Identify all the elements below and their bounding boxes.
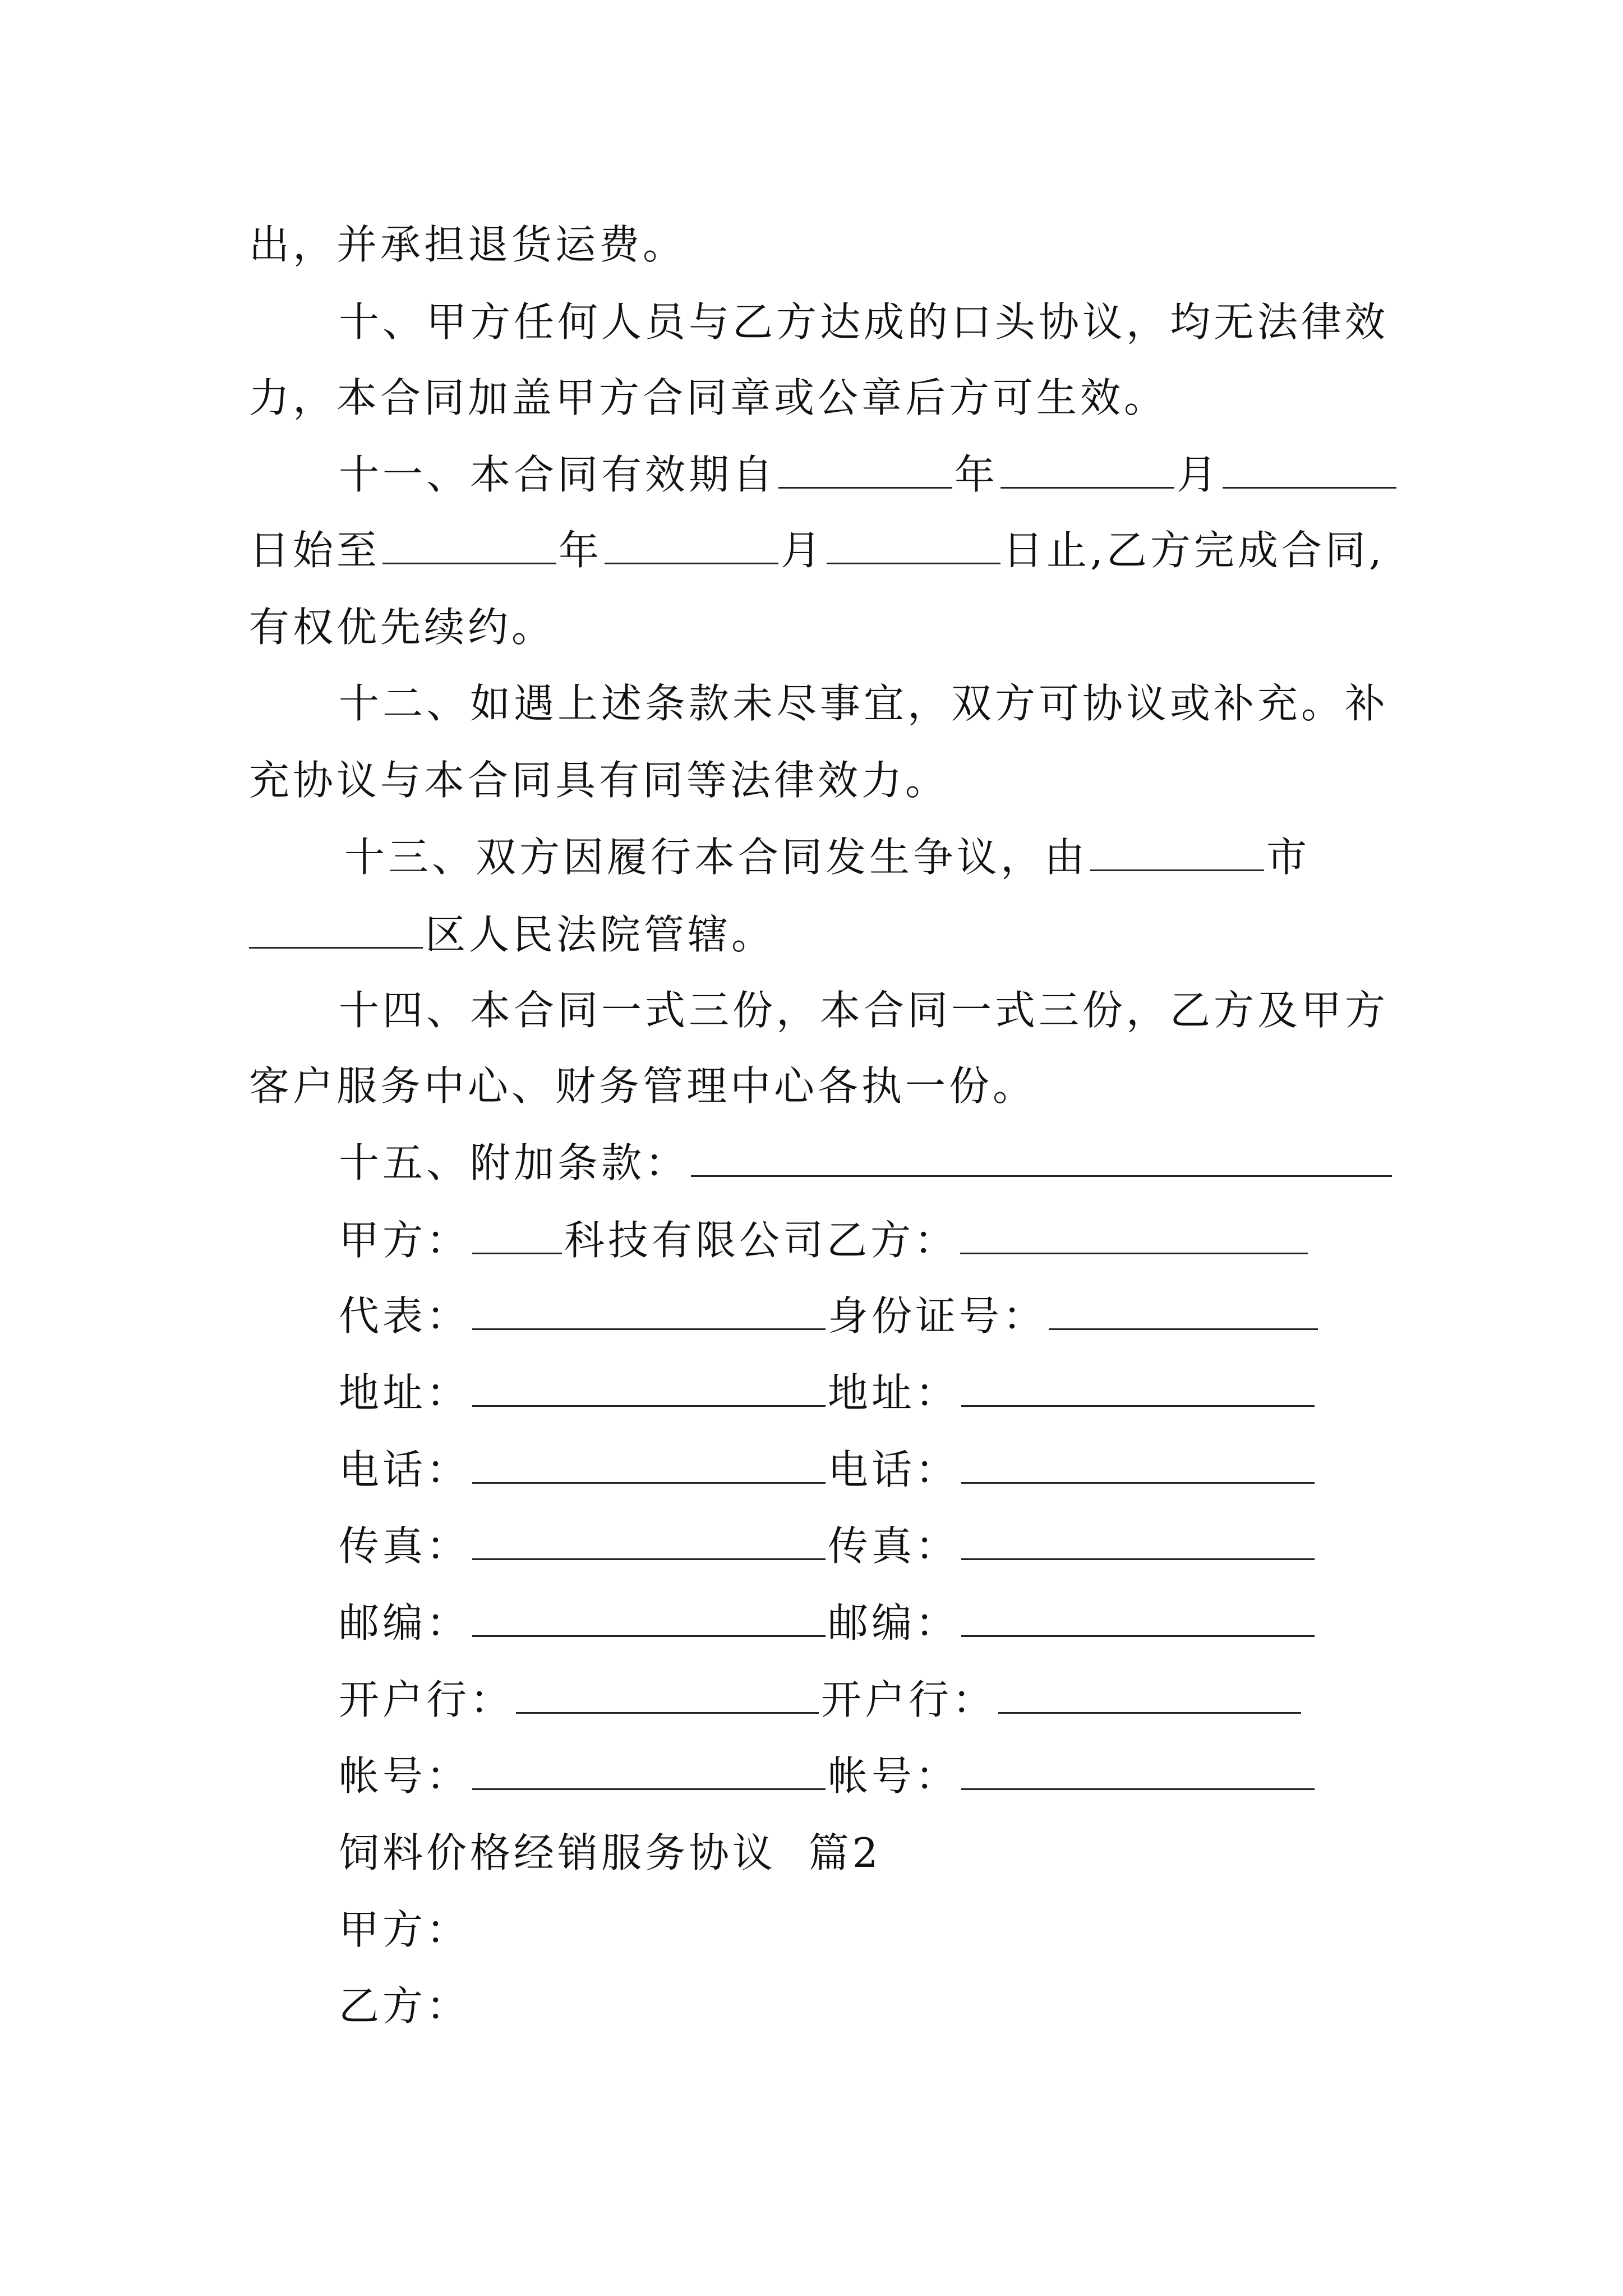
text: 十五、附加条款： (339, 1139, 689, 1186)
paragraph-line (339, 451, 1399, 498)
blank-field (961, 1756, 1315, 1790)
text: 乙方： (339, 1982, 471, 2030)
text: 十一、本合同有效期自 (339, 451, 777, 498)
zip-label: 邮编： (339, 1599, 471, 1646)
text: 客户服务中心、财务管理中心各执一份。 (249, 1062, 1037, 1110)
text: 十三、双方因履行本合同发生争议，由 (344, 834, 1089, 881)
text: 市 (1266, 834, 1311, 881)
text: 有权优先续约。 (249, 604, 556, 651)
text: 月 (781, 527, 825, 574)
signature-row (339, 1599, 1317, 1646)
account-label-b: 帐号： (828, 1752, 960, 1800)
signature-row (339, 1522, 1317, 1570)
blank-field (249, 914, 423, 949)
paragraph-line (339, 298, 1389, 346)
paragraph-line (339, 680, 1389, 727)
blank-field (472, 1220, 562, 1254)
addr-label: 地址： (339, 1369, 471, 1416)
paragraph-line (339, 1139, 1394, 1186)
paragraph-line (249, 1062, 1037, 1110)
next-doc-party-a (339, 1906, 471, 1953)
blank-field (961, 1373, 1315, 1407)
bank-label-b: 开户行： (821, 1676, 997, 1723)
next-doc-title (339, 1829, 882, 1876)
paragraph-line (249, 911, 776, 958)
party-a-label: 甲方： (339, 1217, 471, 1264)
blank-field (516, 1680, 819, 1714)
fax-label-b: 传真： (828, 1522, 960, 1570)
text: 甲方： (339, 1906, 471, 1953)
paragraph-line (249, 221, 687, 268)
paragraph-line (249, 604, 556, 651)
blank-field (472, 1296, 826, 1330)
text: 十、甲方任何人员与乙方达成的口头协议，均无法律效 (339, 298, 1389, 346)
blank-field (472, 1450, 826, 1484)
signature-row (339, 1752, 1317, 1800)
paragraph-line (249, 527, 1385, 574)
text: 饲料价格经销服务协议 篇2 (339, 1829, 882, 1876)
blank-field (691, 1143, 1392, 1177)
account-label: 帐号： (339, 1752, 471, 1800)
zip-label-b: 邮编： (828, 1599, 960, 1646)
blank-field (1090, 837, 1264, 871)
tel-label: 电话： (339, 1446, 471, 1493)
text: 日止,乙方完成合同, (1003, 527, 1385, 574)
party-b-label: 乙方： (827, 1217, 958, 1264)
text: 力，本合同加盖甲方合同章或公章后方可生效。 (249, 374, 1168, 421)
text: 月 (1177, 451, 1221, 498)
signature-row (339, 1369, 1317, 1416)
tel-label-b: 电话： (828, 1446, 960, 1493)
rep-label: 代表： (339, 1292, 471, 1340)
signature-row (339, 1217, 1310, 1264)
blank-field (778, 454, 952, 489)
blank-field (961, 1450, 1315, 1484)
bank-label: 开户行： (339, 1676, 514, 1723)
signature-row (339, 1676, 1303, 1723)
blank-field (472, 1756, 826, 1790)
blank-field (472, 1603, 826, 1637)
text: 日始至 (249, 527, 381, 574)
text: 十四、本合同一式三份，本合同一式三份，乙方及甲方 (339, 987, 1389, 1034)
addr-label-b: 地址： (828, 1369, 960, 1416)
blank-field (1000, 454, 1174, 489)
fax-label: 传真： (339, 1522, 471, 1570)
blank-field (827, 530, 1000, 564)
paragraph-line (249, 757, 949, 804)
paragraph-line (249, 374, 1168, 421)
text: 出，并承担退货运费。 (249, 221, 687, 268)
party-a-company: 科技有限公司 (564, 1217, 827, 1264)
blank-field (998, 1680, 1301, 1714)
blank-field (960, 1220, 1308, 1254)
blank-field (961, 1603, 1315, 1637)
blank-field (1223, 454, 1396, 489)
paragraph-line (339, 987, 1389, 1034)
blank-field (472, 1526, 826, 1560)
next-doc-party-b (339, 1982, 471, 2030)
text: 充协议与本合同具有同等法律效力。 (249, 757, 949, 804)
text: 十二、如遇上述条款未尽事宜，双方可协议或补充。补 (339, 680, 1389, 727)
blank-field (382, 530, 556, 564)
blank-field (1049, 1296, 1318, 1330)
signature-row (339, 1446, 1317, 1493)
text: 年 (559, 527, 603, 574)
blank-field (472, 1373, 826, 1407)
id-label: 身份证号： (828, 1292, 1047, 1340)
text: 区人民法院管辖。 (425, 911, 776, 958)
text: 年 (955, 451, 999, 498)
blank-field (605, 530, 778, 564)
signature-row (339, 1292, 1320, 1340)
blank-field (961, 1526, 1315, 1560)
paragraph-line (344, 834, 1311, 881)
